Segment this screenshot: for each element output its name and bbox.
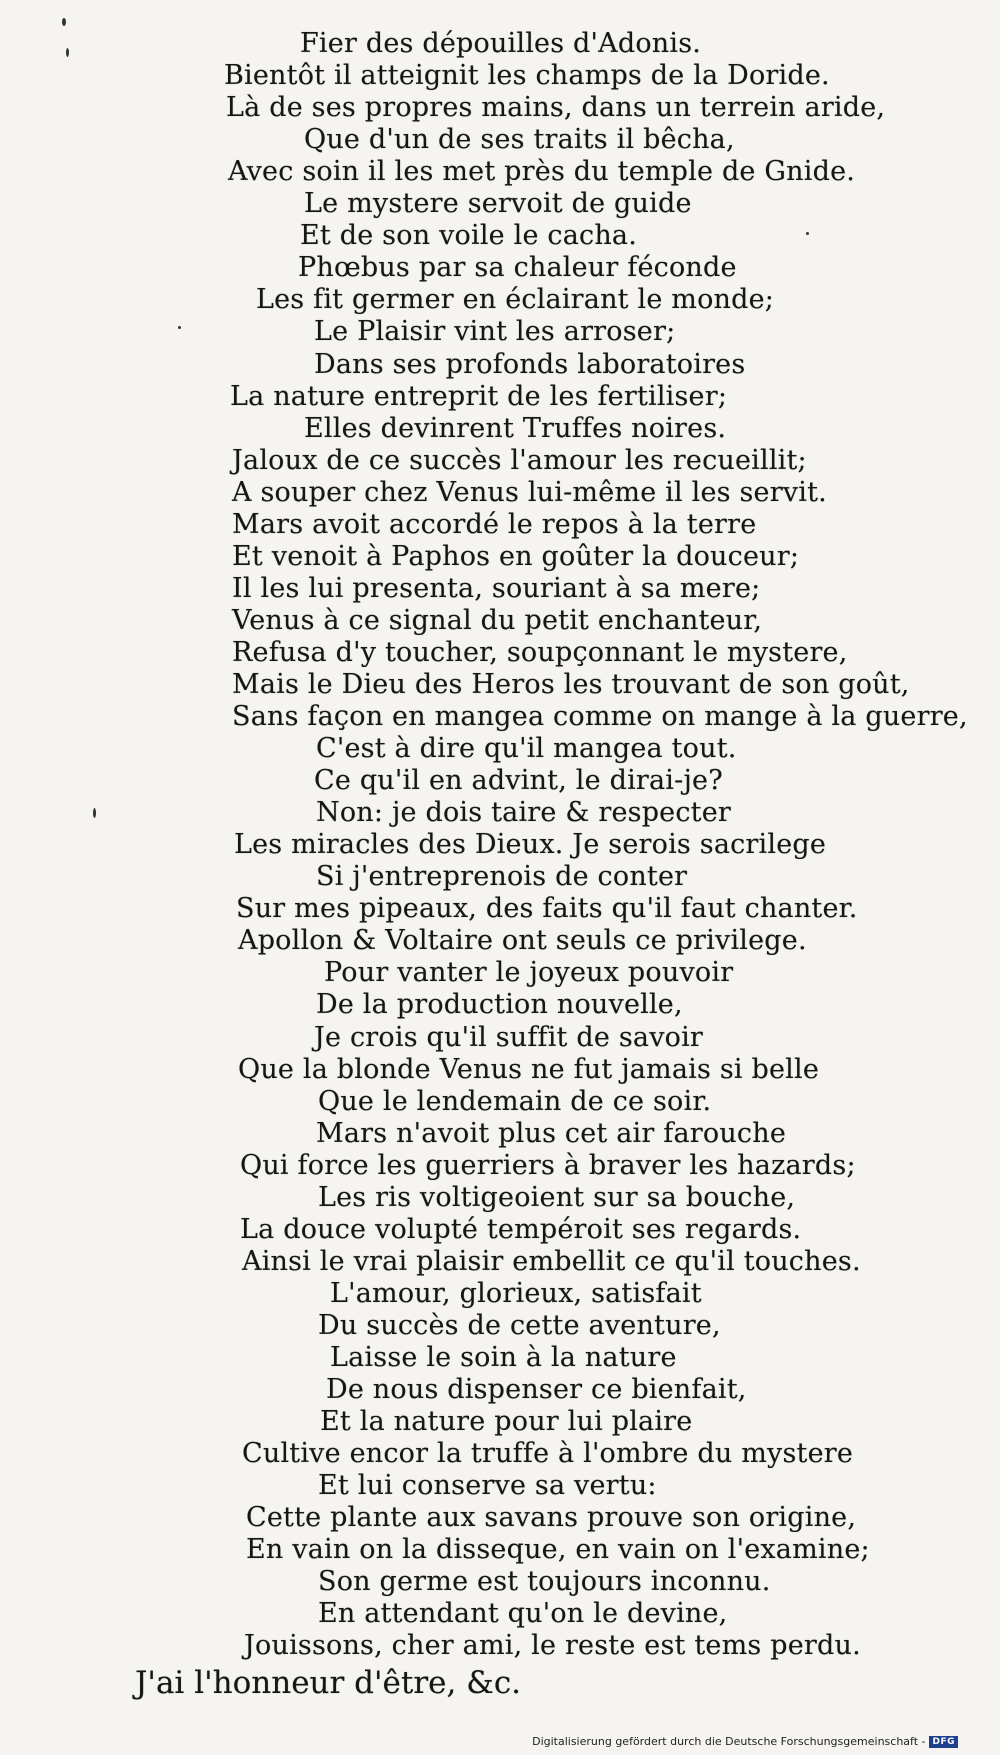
poem-line: Jouissons, cher ami, le reste est tems perdu. (244, 1630, 861, 1661)
poem-line: Jaloux de ce succès l'amour les recueillit; (232, 445, 807, 476)
poem-line: Bientôt il atteignit les champs de la Doride. (224, 60, 830, 91)
poem-line: C'est à dire qu'il mangea tout. (316, 733, 737, 764)
poem-line: La nature entreprit de les fertiliser; (230, 381, 728, 412)
closing-salutation: J'ai l'honneur d'être, &c. (135, 1665, 522, 1701)
poem-line: A souper chez Venus lui-même il les servit. (232, 477, 827, 508)
poem-line: L'amour, glorieux, satisfait (330, 1278, 702, 1309)
poem-line: Laisse le soin à la nature (330, 1342, 677, 1373)
poem-line: Sur mes pipeaux, des faits qu'il faut chanter. (236, 893, 858, 924)
poem-line: Non: je dois taire & respecter (316, 797, 732, 828)
poem-line: Refusa d'y toucher, soupçonnant le mystere, (232, 637, 848, 668)
poem-line: Venus à ce signal du petit enchanteur, (232, 605, 763, 636)
poem-line: En attendant qu'on le devine, (318, 1598, 728, 1629)
poem-line: Les ris voltigeoient sur sa bouche, (318, 1182, 796, 1213)
poem-line: Que d'un de ses traits il bêcha, (304, 124, 735, 155)
poem-line: Dans ses profonds laboratoires (314, 349, 746, 380)
poem-line: Qui force les guerriers à braver les hazards; (240, 1150, 856, 1181)
ink-speck (178, 326, 181, 329)
poem-line: Que le lendemain de ce soir. (318, 1086, 712, 1117)
footer-credit-text: Digitalisierung gefördert durch die Deutsche Forschungsgemeinschaft - (532, 1735, 926, 1748)
poem-line: Là de ses propres mains, dans un terrein aride, (226, 92, 886, 123)
poem-line: Que la blonde Venus ne fut jamais si belle (238, 1054, 820, 1085)
poem-line: Phœbus par sa chaleur féconde (298, 252, 737, 283)
poem-line: Ainsi le vrai plaisir embellit ce qu'il touches. (242, 1246, 861, 1277)
poem-line: Et la nature pour lui plaire (320, 1406, 693, 1437)
poem-line: Elles devinrent Truffes noires. (304, 413, 727, 444)
poem-line: Avec soin il les met près du temple de Gnide. (228, 156, 856, 187)
poem-line: Mars avoit accordé le repos à la terre (232, 509, 757, 540)
poem-line: Mais le Dieu des Heros les trouvant de son goût, (232, 669, 910, 700)
poem-line: Je crois qu'il suffit de savoir (314, 1022, 704, 1053)
poem-line: Mars n'avoit plus cet air farouche (316, 1118, 787, 1149)
poem-line: Sans façon en mangea comme on mange à la guerre, (232, 701, 968, 732)
ink-speck (806, 232, 809, 235)
poem-line: Cette plante aux savans prouve son origine, (246, 1502, 857, 1533)
poem-line: En vain on la disseque, en vain on l'examine; (246, 1534, 870, 1565)
poem-line: De la production nouvelle, (316, 989, 683, 1020)
poem-line: Apollon & Voltaire ont seuls ce privilege. (238, 925, 807, 956)
poem-line: Les miracles des Dieux. Je serois sacrilege (234, 829, 827, 860)
poem-line: Fier des dépouilles d'Adonis. (300, 28, 702, 59)
poem-line: Et lui conserve sa vertu: (318, 1470, 657, 1501)
digitization-footer (532, 1735, 958, 1748)
poem-line: Les fit germer en éclairant le monde; (256, 284, 775, 315)
poem-line: Son germe est toujours inconnu. (318, 1566, 771, 1597)
ink-speck (66, 48, 69, 57)
poem-line: La douce volupté tempéroit ses regards. (240, 1214, 802, 1245)
ink-speck (62, 18, 66, 26)
poem-line: Si j'entreprenois de conter (316, 861, 688, 892)
poem-line: Le Plaisir vint les arroser; (314, 316, 676, 347)
poem-line: De nous dispenser ce bienfait, (326, 1374, 747, 1405)
dfg-logo-icon: DFG (929, 1736, 958, 1748)
poem-line: Il les lui presenta, souriant à sa mere; (232, 573, 761, 604)
poem-line: Ce qu'il en advint, le dirai-je? (314, 765, 723, 796)
poem-line: Et de son voile le cacha. (300, 220, 638, 251)
poem-line: Le mystere servoit de guide (304, 188, 692, 219)
poem-line: Cultive encor la truffe à l'ombre du mystere (242, 1438, 854, 1469)
ink-speck (93, 808, 96, 818)
poem-line: Pour vanter le joyeux pouvoir (324, 957, 734, 988)
poem-line: Et venoit à Paphos en goûter la douceur; (232, 541, 800, 572)
poem-line: Du succès de cette aventure, (318, 1310, 721, 1341)
